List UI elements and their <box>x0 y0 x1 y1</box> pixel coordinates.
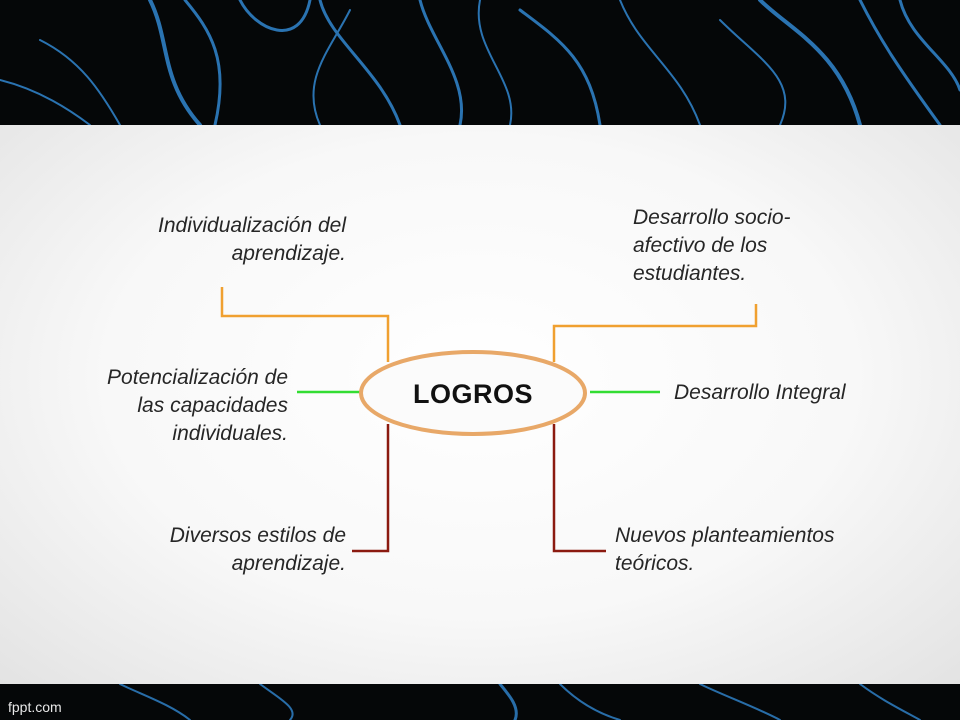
decorative-bottom-band <box>0 684 960 720</box>
node-bottom-right <box>615 522 915 578</box>
node-middle-left-line-1: Potencialización de <box>107 366 288 389</box>
connector-top-right <box>554 304 756 362</box>
connector-bottom-right <box>554 424 606 551</box>
node-middle-left-line-3: individuales. <box>172 422 288 445</box>
node-bottom-left-line-2: aprendizaje. <box>231 552 346 575</box>
blue-veins-bottom-image <box>0 684 960 720</box>
node-top-left <box>86 212 346 268</box>
node-bottom-right-line-1: Nuevos planteamientos <box>615 524 835 547</box>
node-top-left-line-1: Individualización del <box>158 214 346 237</box>
node-middle-right <box>674 379 914 407</box>
node-bottom-left <box>86 522 346 578</box>
center-label: LOGROS <box>412 378 533 409</box>
node-middle-left-line-2: las capacidades <box>137 394 288 417</box>
node-top-right-line-1: Desarrollo socio- <box>633 206 791 229</box>
node-top-right <box>633 204 873 288</box>
connector-top-left <box>222 287 388 362</box>
node-top-right-line-2: afectivo de los <box>633 234 768 257</box>
node-bottom-left-line-1: Diversos estilos de <box>169 524 346 547</box>
node-top-left-line-2: aprendizaje. <box>231 242 346 265</box>
node-bottom-right-line-2: teóricos. <box>615 552 695 575</box>
connector-bottom-left <box>352 424 388 551</box>
fppt-watermark[interactable]: fppt.com <box>8 699 62 715</box>
node-top-right-line-3: estudiantes. <box>633 262 747 285</box>
node-middle-right-line-1: Desarrollo Integral <box>674 381 846 404</box>
node-middle-left <box>30 364 288 448</box>
